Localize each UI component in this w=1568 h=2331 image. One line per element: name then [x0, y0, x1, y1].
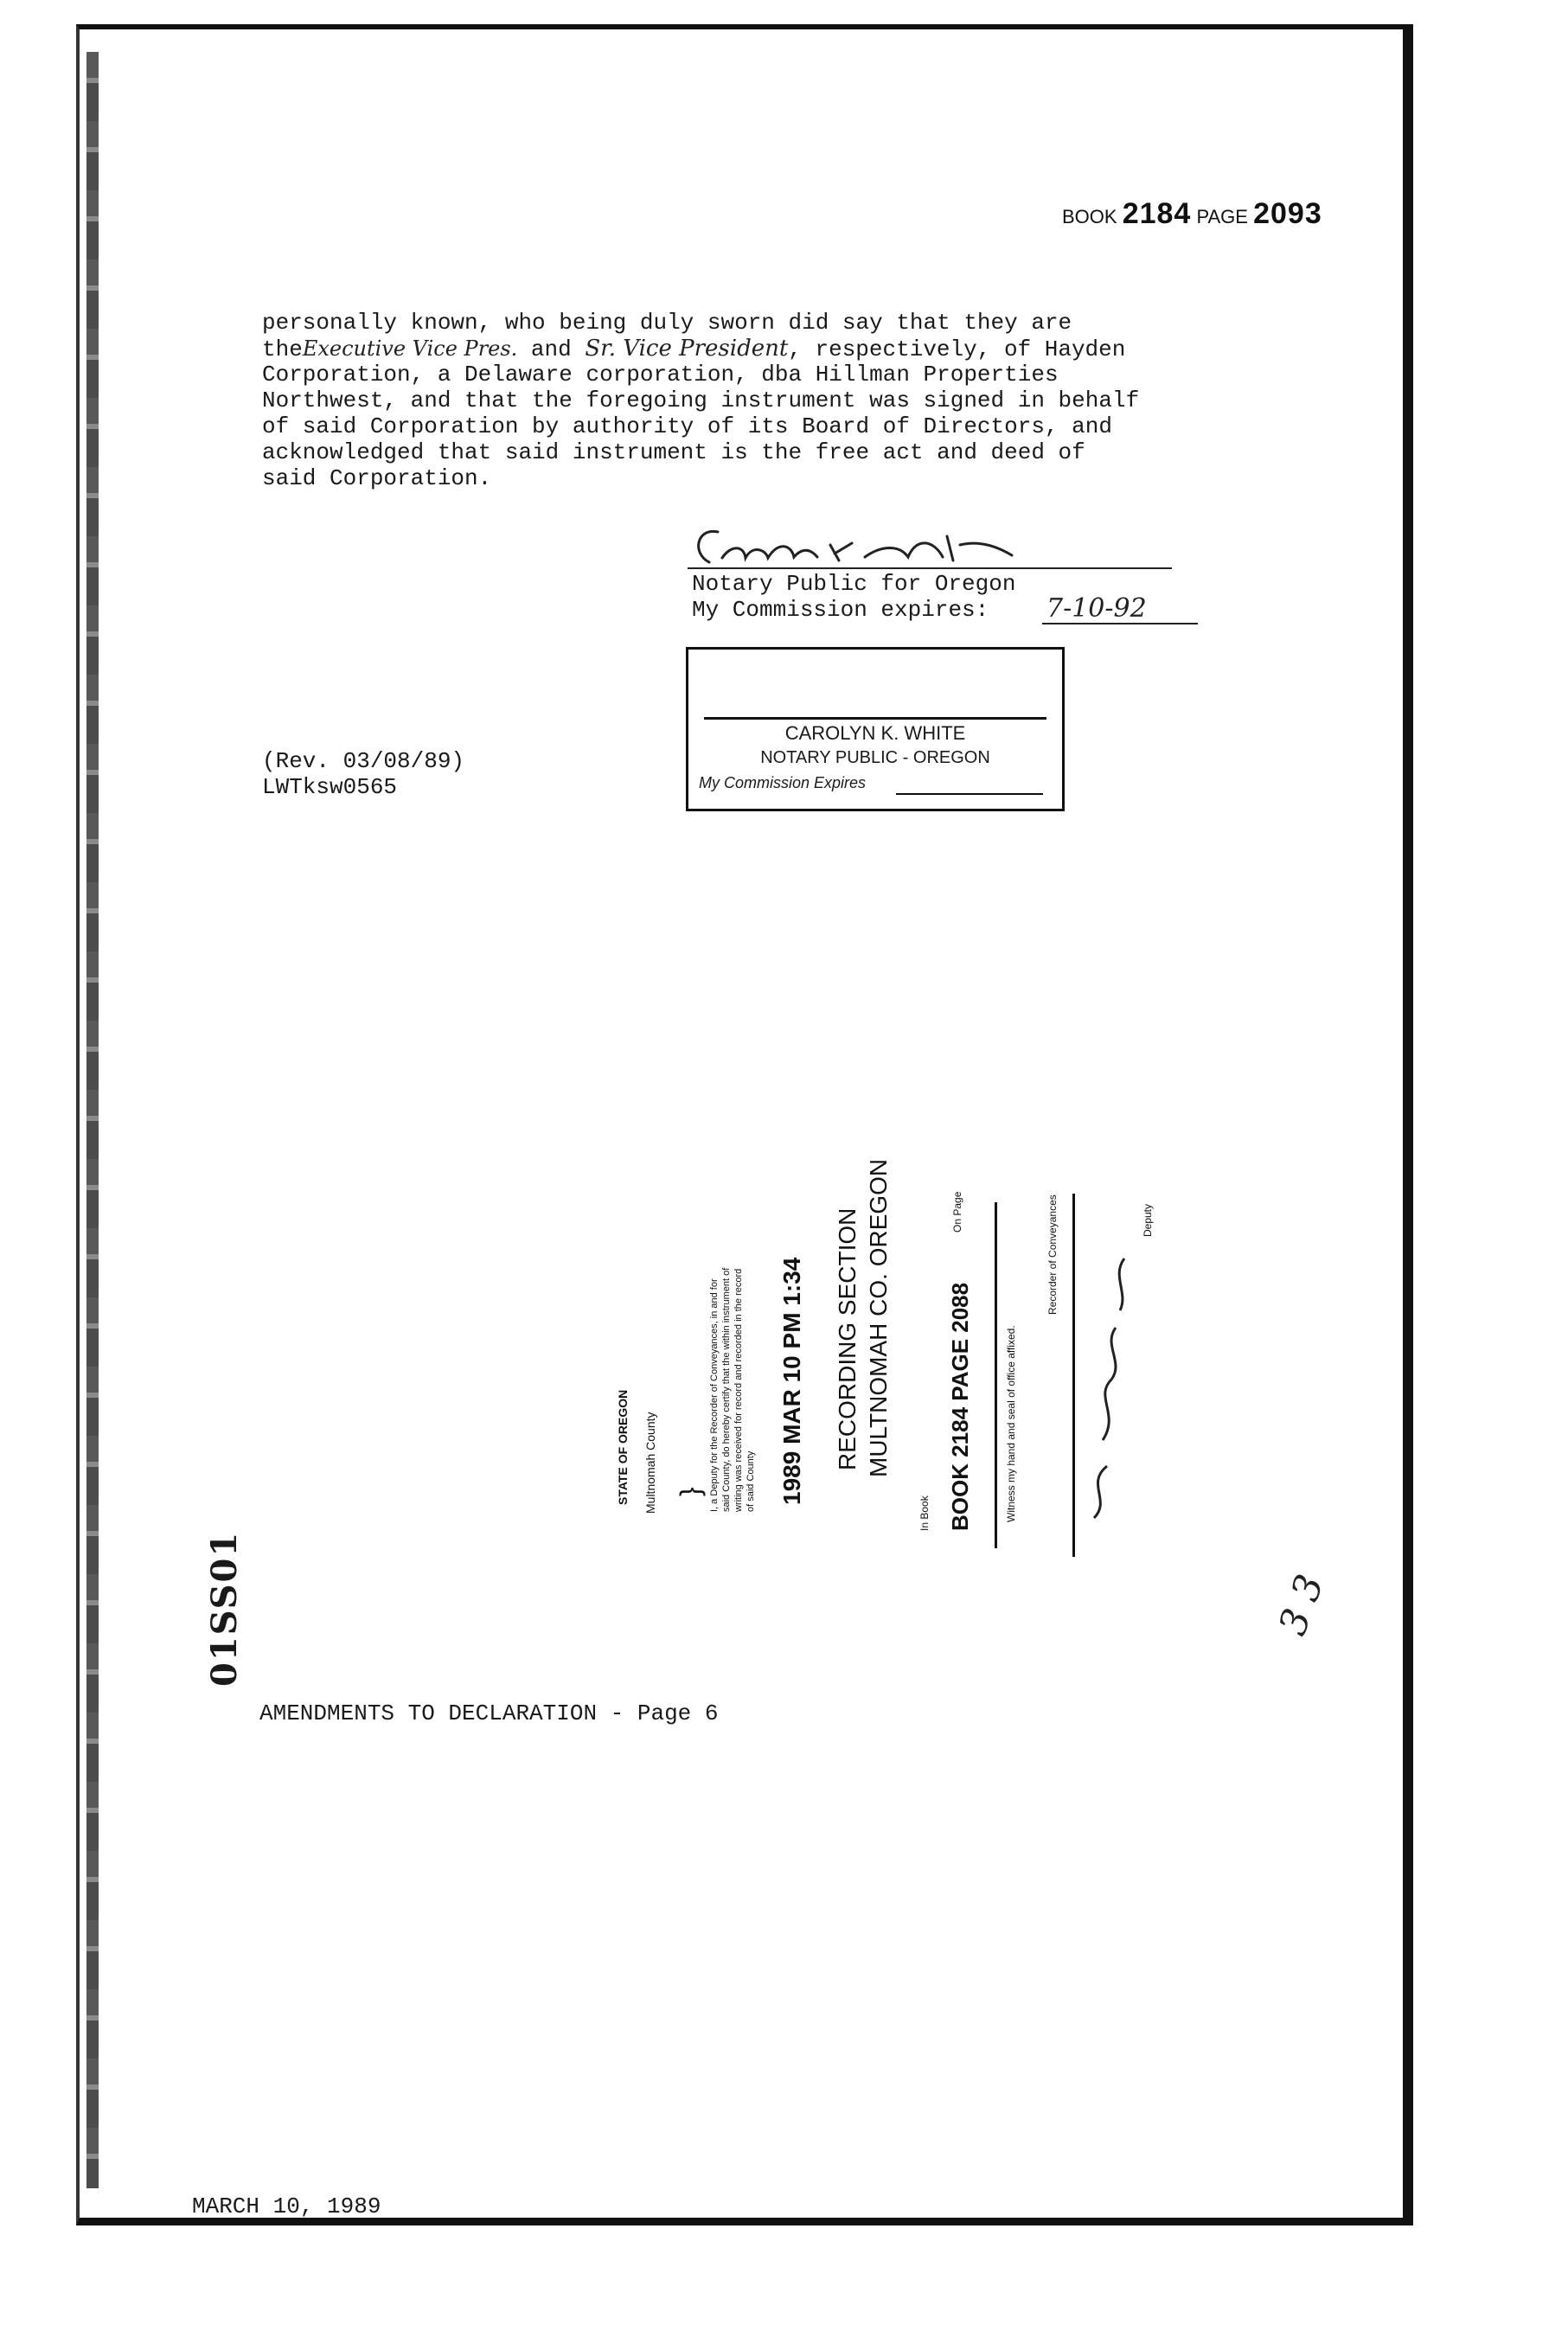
stamp-on-page: On Page [951, 1191, 963, 1233]
stamp-certify-2: said County, do hereby certify that the within instrument of [721, 1267, 732, 1512]
stamp-recorder: Recorder of Conveyances [1046, 1194, 1059, 1315]
stamp-section: RECORDING SECTION [834, 1207, 861, 1470]
marginal-note: 3 3 [1270, 1568, 1333, 1642]
stamp-certify-3: writing was received for record and recorded in the record [733, 1268, 744, 1512]
signature-line [688, 567, 1172, 569]
body-line-3: Corporation, a Delaware corporation, dba Hillman Properties [262, 362, 1059, 387]
stamp-brace: } [675, 1487, 706, 1496]
body-line-2-pre: the [262, 336, 303, 362]
body-line-4: Northwest, and that the foregoing instrument was signed in behalf [262, 387, 1140, 413]
footer-date: MARCH 10, 1989 [192, 2193, 381, 2219]
book-page-reference [1062, 197, 1322, 231]
stamp-book-page: BOOK 2184 PAGE 2088 [947, 1282, 973, 1531]
page-label: PAGE [1196, 206, 1248, 227]
stamp-county: Multnomah County [643, 1412, 657, 1514]
book-number: 2184 [1122, 197, 1192, 230]
stamp-office: MULTNOMAH CO. OREGON [865, 1158, 892, 1477]
seal-expires: My Commission Expires [699, 774, 867, 791]
stamp-state: STATE OF OREGON [616, 1389, 630, 1505]
seal-title: NOTARY PUBLIC - OREGON [760, 748, 990, 767]
stamp-deputy: Deputy [1142, 1203, 1154, 1237]
footer-title: AMENDMENTS TO DECLARATION - Page 6 [259, 1700, 719, 1726]
handwritten-title-1: Executive Vice Pres. [302, 336, 518, 361]
notary-seal-stamp [686, 647, 1065, 811]
body-line-2-post: , respectively, of Hayden [788, 336, 1126, 362]
scan-edge-smudge [86, 52, 99, 2188]
stamp-divider-2 [1072, 1194, 1075, 1557]
book-label: BOOK [1062, 206, 1117, 227]
commission-expires-value: 7-10-92 [1046, 593, 1147, 624]
body-line-5: of said Corporation by authority of its Board of Directors, and [262, 413, 1112, 439]
stamp-witness: Witness my hand and seal of office affixed. [1005, 1325, 1017, 1522]
page-number: 2093 [1253, 197, 1322, 230]
deputy-signature [1077, 1241, 1137, 1527]
stamp-certify-1: I, a Deputy for the Recorder of Conveyances, in and for [709, 1278, 720, 1512]
stamp-date: 1989 MAR 10 PM 1:34 [778, 1257, 805, 1505]
stamp-certify-4: of said County [746, 1450, 756, 1512]
expires-underline [1042, 623, 1198, 624]
body-line-7: said Corporation. [262, 465, 492, 491]
seal-name: CAROLYN K. WHITE [784, 722, 966, 744]
side-stamp-number: 01SS01 [204, 1530, 245, 1687]
document-code: LWTksw0565 [262, 774, 398, 800]
commission-expires-label: My Commission expires: [692, 597, 989, 623]
handwritten-title-2: Sr. Vice President [585, 336, 789, 362]
body-line-1: personally known, who being duly sworn did say that they are [262, 310, 1072, 336]
seal-expires-line [896, 793, 1043, 795]
seal-divider [704, 717, 1046, 720]
stamp-in-book: In Book [918, 1495, 931, 1531]
recording-stamp [605, 1159, 1159, 1557]
body-line-6: acknowledged that said instrument is the free act and deed of [262, 439, 1085, 465]
stamp-divider-1 [995, 1202, 997, 1548]
notary-title: Notary Public for Oregon [692, 571, 1016, 597]
revision-date: (Rev. 03/08/89) [262, 748, 465, 774]
body-line-2 [262, 336, 1125, 362]
body-line-2-mid: and [530, 336, 572, 362]
